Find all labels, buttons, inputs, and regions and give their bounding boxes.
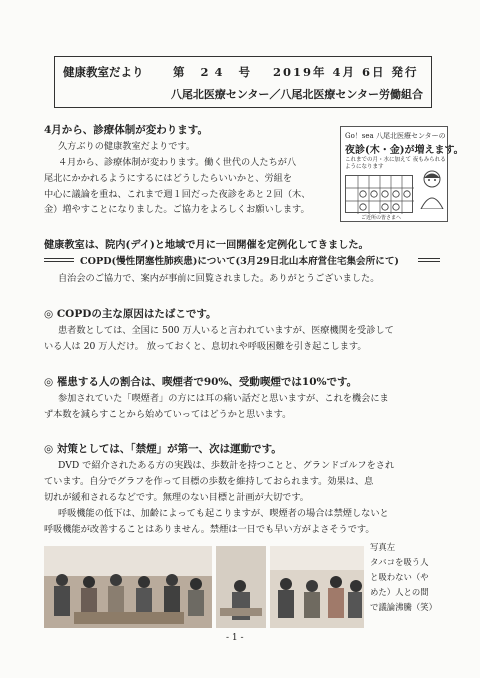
notice-subtext: これまでの月・水に加えて 夜もみられるようになります — [345, 157, 446, 170]
caption-line: 写真左 — [370, 542, 396, 552]
body-line: 呼吸機能が改善することはありません。禁煙は一日でも早い方がよさそうです。 — [44, 524, 375, 535]
speaker-photo-image — [216, 546, 266, 628]
section2-heading: 健康教室は、院内(デイ)と地域で月に一回開催を定例化してきました。 — [44, 239, 369, 251]
photo-middle — [216, 546, 266, 628]
doctor-illustration-icon — [419, 169, 445, 209]
body-line: 呼吸機能の低下は、加齢によっても起こりますが、喫煙者の場合は禁煙しないと — [58, 508, 389, 519]
caption-line: タバコを吸う人 — [370, 557, 429, 567]
section4-body-first — [58, 391, 389, 407]
page-number: - 1 - — [226, 633, 244, 643]
body-line: ４月から、診療体制が変わります。働く世代の人たちが八 — [58, 157, 297, 168]
body-line: いる人は 20 万人だけ。 放っておくと、息切れや呼吸困難を引き起こします。 — [44, 341, 367, 352]
caption-line: で議論沸騰（笑） — [370, 602, 437, 612]
masthead-top-row — [63, 64, 425, 80]
body-line: 尾北にかかれるようにするにはどうしたらいいかと、労組を — [44, 173, 293, 184]
schedule-grid — [345, 175, 413, 213]
section3-body-first — [58, 323, 394, 339]
event-photos — [44, 546, 364, 628]
discussion-photo-image — [270, 546, 364, 628]
evening-clinic-notice — [340, 126, 464, 222]
body-line: 中心に議論を重ね、これまで週１回だった夜診をあと２回（木、 — [44, 188, 311, 200]
publisher: 八尾北医療センター／八尾北医療センター労働組合 — [170, 88, 423, 101]
sub-heading-left-rule-2 — [44, 261, 74, 262]
photo-caption — [370, 540, 437, 615]
caption-line: めた）人との間 — [370, 587, 429, 597]
group-photo-image — [44, 546, 212, 628]
section3-body-rest — [44, 339, 367, 355]
section5-body-last — [44, 522, 375, 538]
body-line: 患者数としては、全国に 500 万人いると言われていますが、医療機関を受診して — [58, 325, 394, 336]
photo-right — [270, 546, 364, 628]
section1-body-cont — [58, 155, 296, 171]
section3-heading: ◎ COPDの主な原因はたばこです。 — [44, 308, 217, 320]
sub-heading-right-rule — [418, 258, 440, 259]
section5-body-first — [58, 458, 394, 474]
body-line: DVD で紹介されたある方の実践は、歩数計を持つことと、グランドゴルフをされ — [58, 460, 395, 471]
section5-body-mid — [44, 474, 373, 505]
notice-title: Go！sea 八尾北医療センターの — [345, 132, 446, 140]
body-line: 切れが緩和されるなどです。無理のない目標と計画が大切です。 — [44, 491, 309, 503]
body-line: 久方ぶりの健康教室だよりです。 — [58, 141, 196, 152]
schedule-grid-lines — [346, 176, 414, 214]
section1-body — [58, 139, 195, 155]
section4-heading: ◎ 罹患する人の割合は、喫煙者で90%、受動喫煙では10%です。 — [44, 376, 358, 388]
body-line: 金）増やすことになりました。ご協力をよろしくお願いします。 — [44, 204, 310, 215]
issue-number: 第 24 号 — [173, 65, 257, 79]
section1-heading: 4月から、診療体制が変わります。 — [44, 124, 208, 136]
masthead — [54, 56, 432, 108]
section5-heading: ◎ 対策としては、「禁煙」が第一、次は運動です。 — [44, 443, 282, 455]
section5-body-para2 — [58, 506, 389, 522]
body-line: 参加されていた「喫煙者」の方には耳の痛い話だと思いますが、これを機会にま — [58, 393, 389, 404]
photo-left — [44, 546, 212, 628]
newsletter-title: 健康教室だより — [63, 65, 144, 79]
sub-heading-right-rule-2 — [418, 261, 440, 262]
section2-body — [58, 271, 379, 287]
body-line: 自治会のご協力で、案内が事前に回覧されました。ありがとうございました。 — [58, 273, 380, 284]
body-line: ています。自分でグラフを作って目標の歩数を維持しておられます。効果は、息 — [44, 476, 374, 487]
section2-subheading: COPD(慢性閉塞性肺疾患)について(3月29日北山本府営住宅集会所にて) — [80, 256, 399, 267]
body-line: ず本数を減らすことから始めていってはどうかと思います。 — [44, 409, 292, 420]
notice-footer: ご近所の皆さまへ — [361, 215, 402, 221]
publish-date: 2019年 4月 6日 発行 — [273, 65, 419, 79]
section1-body-rest — [44, 171, 310, 218]
caption-line: と吸わない（や — [370, 572, 429, 582]
sub-heading-left-rule — [44, 258, 74, 259]
section4-body-rest — [44, 407, 291, 423]
notice-headline: 夜診(木・金)が増えます。 — [345, 145, 464, 156]
